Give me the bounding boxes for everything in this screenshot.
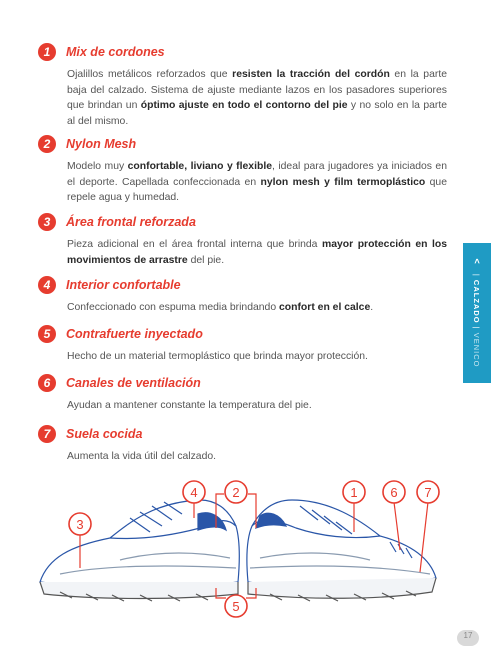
feature-item	[38, 135, 448, 206]
side-tab-separator: |	[472, 326, 481, 330]
description-text: Aumenta la vida útil del calzado.	[67, 451, 217, 462]
side-tab-brand: VENICO	[472, 332, 481, 368]
callout-2-label: 2	[232, 485, 240, 500]
callout-5-label: 5	[232, 599, 240, 614]
callout-5	[225, 595, 247, 617]
feature-item	[38, 325, 448, 365]
description-text: , ideal para jugadores ya iniciados en el deporte. Capellada confeccionada en	[67, 161, 447, 188]
description-text: Ayudan a mantener constante la temperatura del pie.	[67, 400, 312, 411]
callout-4-label: 4	[190, 485, 198, 500]
right-shoe-drawing	[247, 500, 436, 601]
description-text: Modelo muy	[67, 161, 128, 172]
section-side-tab[interactable]	[463, 243, 491, 383]
side-tab-text	[472, 259, 482, 368]
page-number: 17	[457, 630, 479, 646]
description-text: Ojalillos metálicos reforzados que	[67, 69, 233, 80]
callout-7	[417, 481, 439, 503]
description-text: del pie.	[187, 254, 225, 266]
feature-item	[38, 213, 448, 268]
feature-number-badge: 3	[38, 213, 56, 231]
feature-title: Mix de cordones	[66, 45, 165, 59]
side-tab-separator: |	[472, 273, 481, 277]
highlight-text: óptimo ajuste en todo el contorno del pie	[140, 100, 348, 112]
callout-7-label: 7	[424, 485, 432, 500]
feature-description	[67, 449, 447, 465]
feature-description	[67, 300, 447, 316]
feature-header	[38, 135, 448, 153]
feature-number-badge: 5	[38, 325, 56, 343]
callout-2	[225, 481, 247, 503]
shoe-illustration	[0, 470, 491, 620]
description-text: Hecho de un material termoplástico que brinda mayor protección.	[67, 351, 368, 362]
feature-description	[67, 349, 447, 365]
callout-4	[183, 481, 205, 503]
description-text: Confeccionado con espuma media brindando	[67, 302, 279, 313]
highlight-text: mayor protección en los movimientos de arrastre	[67, 239, 447, 266]
highlight-text: confort en el calce	[279, 302, 371, 313]
feature-description	[67, 398, 447, 414]
feature-item	[38, 43, 448, 129]
feature-title: Suela cocida	[66, 427, 143, 441]
description-text: que repele agua y humedad.	[67, 176, 447, 204]
feature-description	[67, 237, 447, 268]
feature-description	[67, 159, 447, 206]
callout-3	[69, 513, 91, 535]
side-tab-section: CALZADO	[472, 279, 481, 324]
feature-header	[38, 425, 448, 443]
feature-number-badge: 1	[38, 43, 56, 61]
highlight-text: nylon mesh y film termoplástico	[260, 176, 426, 188]
highlight-text: resisten la tracción del cordón	[232, 69, 390, 80]
feature-number-badge: 4	[38, 276, 56, 294]
description-text: .	[370, 302, 374, 313]
feature-item	[38, 425, 448, 465]
feature-title: Contrafuerte inyectado	[66, 327, 203, 341]
feature-item	[38, 374, 448, 414]
callout-1-label: 1	[350, 485, 358, 500]
feature-item	[38, 276, 448, 316]
feature-description	[67, 67, 447, 129]
feature-title: Interior confortable	[66, 278, 181, 292]
feature-header	[38, 213, 448, 231]
highlight-text: confortable, liviano y flexible	[127, 161, 272, 172]
chevron-left-icon: <	[472, 258, 482, 265]
feature-title: Canales de ventilación	[66, 376, 201, 390]
feature-number-badge: 7	[38, 425, 56, 443]
description-text: Pieza adicional en el área frontal interna que brinda	[67, 239, 322, 250]
description-text: en la parte baja del calzado. Sistema de ajuste mediante lazos en los pasadores superiores que brindan un	[67, 69, 447, 112]
description-text: y no solo en la parte al del mismo.	[67, 100, 448, 127]
callout-3-label: 3	[76, 517, 84, 532]
feature-header	[38, 374, 448, 392]
callout-1	[343, 481, 365, 503]
callout-6	[383, 481, 405, 503]
feature-title: Nylon Mesh	[66, 137, 137, 151]
left-shoe-drawing	[40, 500, 239, 601]
feature-title: Área frontal reforzada	[66, 215, 196, 229]
feature-header	[38, 43, 448, 61]
feature-number-badge: 2	[38, 135, 56, 153]
feature-header	[38, 325, 448, 343]
feature-number-badge: 6	[38, 374, 56, 392]
callout-6-label: 6	[390, 485, 398, 500]
feature-header	[38, 276, 448, 294]
